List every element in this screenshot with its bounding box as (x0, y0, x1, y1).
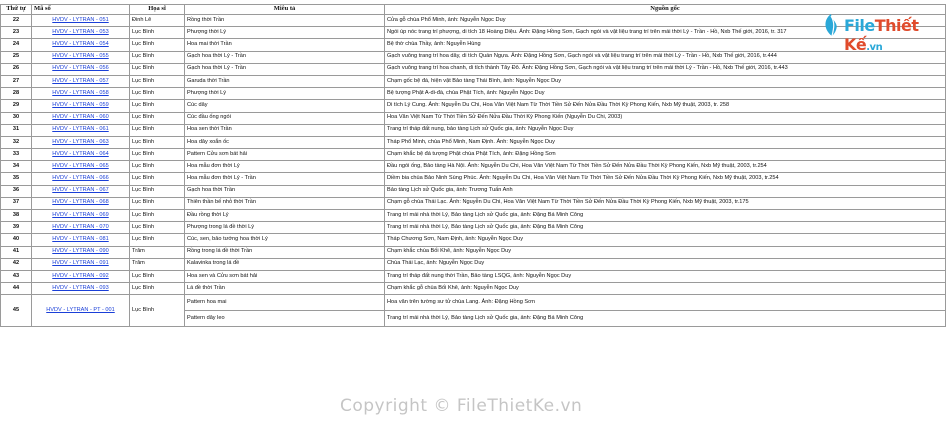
cell-code[interactable] (32, 270, 130, 282)
cell-no[interactable]: 36 (1, 185, 32, 197)
cell-description[interactable]: Cúc dây (185, 100, 385, 112)
cell-description[interactable]: Gạch hoa thời Lý - Trần (185, 63, 385, 75)
cell-source[interactable]: Chạm gốc bệ đá, hiện vật Bảo tàng Thái Bình, ảnh: Nguyễn Ngọc Duy (385, 75, 946, 87)
cell-source[interactable]: Đầu ngói ống, Bảo tàng Hà Nội. Ảnh: Nguyễn Du Chi, Hoa Văn Việt Nam Từ Thời Tiền Sử Đến Nửa Đầu Thời Kỳ Phong Kiến, Nxb Mỹ thuật, 2003, tr.254 (385, 161, 946, 173)
cell-description[interactable]: Pattern Cửu sơn bát hải (185, 149, 385, 161)
cell-artist[interactable]: Lục Bình (130, 185, 185, 197)
cell-artist[interactable]: Lục Bình (130, 210, 185, 222)
cell-code[interactable] (32, 210, 130, 222)
cell-artist[interactable]: Lục Bình (130, 173, 185, 185)
cell-artist[interactable]: Lục Bình (130, 136, 185, 148)
code-link[interactable]: HVDV - LYTRAN - 063 (52, 138, 109, 145)
cell-no[interactable]: 29 (1, 100, 32, 112)
cell-code[interactable] (32, 112, 130, 124)
cell-source[interactable]: Chạm khắc bệ đá tượng Phật chùa Phật Tích, ảnh: Đặng Hồng Sơn (385, 149, 946, 161)
table-body (1, 15, 946, 327)
cell-code[interactable] (32, 15, 130, 27)
table-row (1, 197, 946, 209)
cell-description[interactable]: Hoa mai thời Trần (185, 39, 385, 51)
cell-no[interactable]: 33 (1, 149, 32, 161)
table-row (1, 222, 946, 234)
cell-no[interactable]: 30 (1, 112, 32, 124)
cell-description[interactable]: Cúc đầu ống ngói (185, 112, 385, 124)
cell-code[interactable] (32, 246, 130, 258)
cell-source[interactable]: Bệ tượng Phật A-di-đà, chùa Phật Tích, ảnh: Nguyễn Ngọc Duy (385, 88, 946, 100)
cell-no[interactable]: 26 (1, 63, 32, 75)
code-link[interactable]: HVDV - LYTRAN - 058 (52, 89, 109, 96)
cell-description[interactable]: Hoa mẫu đơn thời Lý (185, 161, 385, 173)
copyright-watermark: Copyright © FileThietKe.vn (340, 396, 583, 416)
table-row (1, 283, 946, 295)
code-link[interactable]: HVDV - LYTRAN - 061 (52, 126, 109, 133)
cell-description[interactable]: Kalavinka trong lá đề (185, 258, 385, 270)
cell-no[interactable]: 43 (1, 270, 32, 282)
cell-no[interactable]: 34 (1, 161, 32, 173)
cell-source[interactable]: Tháp Chương Sơn, Nam Định, ảnh: Nguyễn Ngọc Duy (385, 234, 946, 246)
cell-no[interactable]: 28 (1, 88, 32, 100)
header-no[interactable]: Thứ tự (1, 5, 32, 15)
cell-source[interactable]: Gạch vuông trang trí hoa dây, di tích Quán Ngựa. Ảnh: Đặng Hồng Sơn, Gạch ngói và vật liệu trang trí trên mái thời Lý - Trần - Hồ, Nxb Thế giới, 2016, tr.444 (385, 51, 946, 63)
cell-description[interactable]: Hoa dây xoắn ốc (185, 136, 385, 148)
cell-code[interactable] (32, 173, 130, 185)
cell-code[interactable] (32, 161, 130, 173)
table-row (1, 112, 946, 124)
cell-artist[interactable]: Lục Bình (130, 27, 185, 39)
table-row (1, 246, 946, 258)
cell-code[interactable] (32, 51, 130, 63)
cell-code[interactable] (32, 88, 130, 100)
leaf-logo-icon (822, 12, 842, 38)
header-source[interactable]: Nguồn gốc (385, 5, 946, 15)
table-row (1, 173, 946, 185)
cell-description[interactable]: Phượng thời Lý (185, 27, 385, 39)
cell-source[interactable]: Trang trí tháp đất nung thời Trần, Bảo tàng LSQG, ảnh: Nguyễn Ngọc Duy (385, 270, 946, 282)
code-link[interactable]: HVDV - LYTRAN - 055 (52, 53, 109, 60)
cell-no[interactable]: 27 (1, 75, 32, 87)
cell-artist[interactable]: Lục Bình (130, 222, 185, 234)
cell-description[interactable]: Gạch hoa thời Lý - Trần (185, 51, 385, 63)
cell-no[interactable]: 39 (1, 222, 32, 234)
cell-description[interactable]: Cúc, sen, bảo tướng hoa thời Lý (185, 234, 385, 246)
cell-code[interactable] (32, 27, 130, 39)
cell-artist[interactable]: Lục Bình (130, 149, 185, 161)
code-link[interactable]: HVDV - LYTRAN - 060 (52, 114, 109, 121)
code-link[interactable]: HVDV - LYTRAN - 091 (52, 260, 109, 267)
table-row (1, 27, 946, 39)
table-row (1, 295, 946, 311)
table-row (1, 185, 946, 197)
cell-artist[interactable]: Lục Bình (130, 112, 185, 124)
cell-artist[interactable]: Lục Bình (130, 75, 185, 87)
logo-brand-thietke: Thiết Kế (844, 16, 919, 54)
cell-description[interactable]: Rồng thời Trần (185, 15, 385, 27)
cell-description[interactable]: Hoa sen thời Trần (185, 124, 385, 136)
code-link[interactable]: HVDV - LYTRAN - 064 (52, 150, 109, 157)
code-link[interactable]: HVDV - LYTRAN - 068 (52, 199, 109, 206)
cell-code[interactable] (32, 100, 130, 112)
cell-no[interactable]: 45 (1, 295, 32, 327)
table-row (1, 149, 946, 161)
cell-source[interactable]: Chạm khắc chùa Bối Khê, ảnh: Nguyễn Ngọc Duy (385, 246, 946, 258)
cell-code[interactable] (32, 283, 130, 295)
cell-source[interactable]: Chùa Thái Lạc, ảnh: Nguyễn Ngọc Duy (385, 258, 946, 270)
cell-source[interactable]: Gạch vuông trang trí hoa chanh, di tích thành Tây Đô. Ảnh: Đặng Hồng Sơn, Gạch ngói và vật liệu trang trí trên mái thời Lý - Trần - Hồ, Nxb Thế giới, 2016, tr.443 (385, 63, 946, 75)
cell-no[interactable]: 38 (1, 210, 32, 222)
cell-code[interactable] (32, 75, 130, 87)
cell-artist[interactable]: Lục Bình (130, 270, 185, 282)
table-row (1, 136, 946, 148)
cell-description[interactable]: Đầu rồng thời Lý (185, 210, 385, 222)
cell-source[interactable]: Cửa gỗ chùa Phổ Minh, ảnh: Nguyễn Ngọc Duy (385, 15, 946, 27)
cell-artist[interactable]: Lục Bình (130, 161, 185, 173)
spreadsheet-table (0, 4, 946, 327)
logo-text (844, 16, 940, 54)
code-link[interactable]: HVDV - LYTRAN - PT - 001 (46, 306, 115, 313)
code-link[interactable]: HVDV - LYTRAN - 067 (52, 187, 109, 194)
cell-artist[interactable]: Lục Bình (130, 234, 185, 246)
cell-source[interactable]: Bệ thờ chùa Thầy, ảnh: Nguyễn Hùng (385, 39, 946, 51)
cell-code[interactable] (32, 258, 130, 270)
cell-artist[interactable]: Lục Bình (130, 63, 185, 75)
code-link[interactable]: HVDV - LYTRAN - 069 (52, 211, 109, 218)
cell-no[interactable]: 24 (1, 39, 32, 51)
cell-no[interactable]: 32 (1, 136, 32, 148)
cell-source[interactable]: Chạm gỗ chùa Thái Lạc. Ảnh: Nguyễn Du Chi, Hoa Văn Việt Nam Từ Thời Tiền Sử Đến Nửa Đầu Thời Kỳ Phong Kiến, Nxb Mỹ thuật, 2003, tr.175 (385, 197, 946, 209)
code-link[interactable]: HVDV - LYTRAN - 070 (52, 223, 109, 230)
table-row (1, 124, 946, 136)
cell-artist[interactable]: Trâm (130, 258, 185, 270)
cell-code[interactable] (32, 222, 130, 234)
cell-code[interactable] (32, 295, 130, 327)
cell-description[interactable]: Hoa sen và Cửu sơn bát hải (185, 270, 385, 282)
table-row (1, 258, 946, 270)
table-row (1, 39, 946, 51)
cell-source[interactable]: Trang trí mái nhà thời Lý, Bảo tàng Lịch sử Quốc gia, ảnh: Đặng Bá Minh Công (385, 311, 946, 327)
cell-artist[interactable]: Trâm (130, 246, 185, 258)
table-row (1, 100, 946, 112)
cell-artist[interactable]: Lục Bình (130, 295, 185, 327)
cell-code[interactable] (32, 149, 130, 161)
cell-code[interactable] (32, 197, 130, 209)
cell-no[interactable]: 42 (1, 258, 32, 270)
cell-source[interactable]: Tháp Phổ Minh, chùa Phổ Minh, Nam Định. Ảnh: Nguyễn Ngọc Duy (385, 136, 946, 148)
cell-description[interactable]: Rồng trong lá đề thời Trần (185, 246, 385, 258)
cell-no[interactable]: 23 (1, 27, 32, 39)
cell-artist[interactable]: Lục Bình (130, 283, 185, 295)
cell-artist[interactable]: Lục Bình (130, 124, 185, 136)
cell-code[interactable] (32, 234, 130, 246)
cell-artist[interactable]: Lục Bình (130, 51, 185, 63)
cell-artist[interactable]: Lục Bình (130, 88, 185, 100)
cell-artist[interactable]: Đinh Lê (130, 15, 185, 27)
cell-no[interactable]: 41 (1, 246, 32, 258)
code-link[interactable]: HVDV - LYTRAN - 092 (52, 272, 109, 279)
cell-no[interactable]: 35 (1, 173, 32, 185)
cell-code[interactable] (32, 39, 130, 51)
table-row (1, 234, 946, 246)
table-row (1, 15, 946, 27)
cell-no[interactable]: 40 (1, 234, 32, 246)
header-artist[interactable]: Họa sĩ (130, 5, 185, 15)
code-link[interactable]: HVDV - LYTRAN - 053 (52, 28, 109, 35)
cell-artist[interactable]: Lục Bình (130, 100, 185, 112)
cell-source[interactable]: Hoa văn trên tường sư tử chùa Lang. Ảnh: Đặng Hồng Sơn (385, 295, 946, 311)
code-link[interactable]: HVDV - LYTRAN - 066 (52, 175, 109, 182)
table-row (1, 63, 946, 75)
cell-description[interactable]: Garuda thời Trần (185, 75, 385, 87)
cell-source[interactable]: Chạm khắc gỗ chùa Bối Khê, ảnh: Nguyễn Ngọc Duy (385, 283, 946, 295)
cell-code[interactable] (32, 124, 130, 136)
header-description[interactable]: Miêu tả (185, 5, 385, 15)
table-row (1, 88, 946, 100)
code-link[interactable]: HVDV - LYTRAN - 065 (52, 162, 109, 169)
cell-no[interactable]: 25 (1, 51, 32, 63)
cell-code[interactable] (32, 63, 130, 75)
cell-no[interactable]: 37 (1, 197, 32, 209)
cell-description[interactable]: Phượng trong lá đề thời Lý (185, 222, 385, 234)
table-row (1, 75, 946, 87)
logo-brand-file: File (844, 16, 875, 35)
cell-no[interactable]: 44 (1, 283, 32, 295)
code-link[interactable]: HVDV - LYTRAN - 081 (52, 236, 109, 243)
cell-description[interactable]: Phượng thời Lý (185, 88, 385, 100)
code-link[interactable]: HVDV - LYTRAN - 059 (52, 101, 109, 108)
logo-brand-vn: .vn (866, 42, 883, 53)
header-code[interactable]: Mã số (32, 5, 130, 15)
table-row (1, 210, 946, 222)
cell-source[interactable]: Trang trí mái nhà thời Lý, Bảo tàng Lịch sử Quốc gia, ảnh: Đặng Bá Minh Công (385, 210, 946, 222)
table-row (1, 51, 946, 63)
cell-description[interactable]: Gạch hoa thời Trần (185, 185, 385, 197)
cell-description[interactable]: Hoa mẫu đơn thời Lý - Trần (185, 173, 385, 185)
cell-description[interactable]: Pattern hoa mai (185, 295, 385, 311)
code-link[interactable]: HVDV - LYTRAN - 051 (52, 16, 109, 23)
cell-code[interactable] (32, 136, 130, 148)
cell-source[interactable]: Bảo tàng Lịch sử Quốc gia, ảnh: Trương Tuấn Anh (385, 185, 946, 197)
cell-description[interactable]: Pattern dây leo (185, 311, 385, 327)
cell-source[interactable]: Trang trí tháp đất nung, bảo tàng Lịch sử Quốc gia, ảnh: Nguyễn Ngọc Duy (385, 124, 946, 136)
code-link[interactable]: HVDV - LYTRAN - 056 (52, 65, 109, 72)
cell-source[interactable]: Hoa Văn Việt Nam Từ Thời Tiền Sử Đến Nửa Đầu Thời Kỳ Phong Kiến (Nguyễn Du Chi, 2003) (385, 112, 946, 124)
table-row (1, 161, 946, 173)
cell-description[interactable]: Lá đề thời Trần (185, 283, 385, 295)
code-link[interactable]: HVDV - LYTRAN - 054 (52, 41, 109, 48)
cell-code[interactable] (32, 185, 130, 197)
header-row (1, 5, 946, 15)
cell-source[interactable]: Diềm bia chùa Bảo Ninh Sùng Phúc. Ảnh: Nguyễn Du Chi, Hoa Văn Việt Nam Từ Thời Tiền Sử Đến Nửa Đầu Thời Kỳ Phong Kiến, Nxb Mỹ thuật, 2003, tr.254 (385, 173, 946, 185)
code-link[interactable]: HVDV - LYTRAN - 093 (52, 284, 109, 291)
cell-artist[interactable]: Lục Bình (130, 39, 185, 51)
cell-artist[interactable]: Lục Bình (130, 197, 185, 209)
cell-description[interactable]: Thiên thần bế nhỏ thời Trần (185, 197, 385, 209)
code-link[interactable]: HVDV - LYTRAN - 090 (52, 248, 109, 255)
cell-no[interactable]: 31 (1, 124, 32, 136)
cell-no[interactable]: 22 (1, 15, 32, 27)
cell-source[interactable]: Trang trí mái nhà thời Lý, Bảo tàng Lịch sử Quốc gia, ảnh: Đặng Bá Minh Công (385, 222, 946, 234)
code-link[interactable]: HVDV - LYTRAN - 057 (52, 77, 109, 84)
table-row (1, 270, 946, 282)
cell-source[interactable]: Di tích Lý Cung. Ảnh: Nguyễn Du Chi, Hoa Văn Việt Nam Từ Thời Tiền Sử Đến Nửa Đầu Thời Kỳ Phong Kiến, Nxb Mỹ thuật, 2003, tr. 258 (385, 100, 946, 112)
site-logo (822, 8, 940, 54)
cell-source[interactable]: Ngói úp nóc trang trí phượng, di tích 18 Hoàng Diệu. Ảnh: Đặng Hồng Sơn, Gạch ngói và vật liệu trang trí trên mái thời Lý - Trần - Hồ, Nxb Thế giới, 2016, tr. 317 (385, 27, 946, 39)
